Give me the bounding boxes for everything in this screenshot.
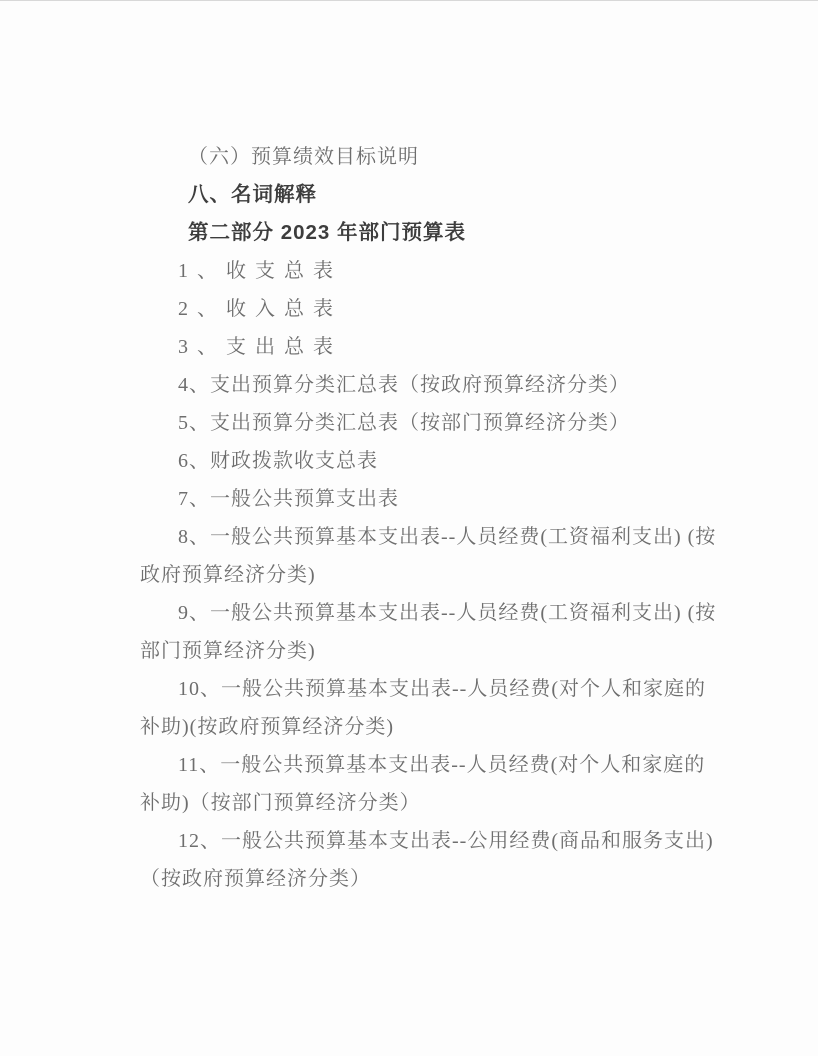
document-content [140, 138, 760, 898]
text-line: 1、收支总表 [178, 260, 342, 282]
text-line: 11、一般公共预算基本支出表--人员经费(对个人和家庭的 [178, 754, 706, 776]
text-line: 补助)（按部门预算经济分类） [140, 792, 421, 814]
text-line: 4、支出预算分类汇总表（按政府预算经济分类） [178, 374, 630, 396]
text-line: 3、支出总表 [178, 336, 342, 358]
text-line: 部门预算经济分类) [140, 640, 316, 662]
text-line: 7、一般公共预算支出表 [178, 488, 399, 510]
text-line: （按政府预算经济分类） [140, 868, 371, 890]
text-line: 八、名词解释 [188, 183, 317, 206]
text-line: 政府预算经济分类) [140, 564, 316, 586]
text-line: 9、一般公共预算基本支出表--人员经费(工资福利支出) (按 [178, 602, 717, 624]
text-line: 12、一般公共预算基本支出表--公用经费(商品和服务支出) [178, 830, 714, 852]
text-line: 8、一般公共预算基本支出表--人员经费(工资福利支出) (按 [178, 526, 717, 548]
text-line: 10、一般公共预算基本支出表--人员经费(对个人和家庭的 [178, 678, 706, 700]
text-line: 6、财政拨款收支总表 [178, 450, 378, 472]
scan-top-edge [0, 0, 818, 1]
text-line: （六）预算绩效目标说明 [188, 146, 419, 168]
text-line: 2、收入总表 [178, 298, 342, 320]
text-line: 补助)(按政府预算经济分类) [140, 716, 394, 738]
text-line: 第二部分 2023 年部门预算表 [188, 221, 466, 244]
text-line: 5、支出预算分类汇总表（按部门预算经济分类） [178, 412, 630, 434]
